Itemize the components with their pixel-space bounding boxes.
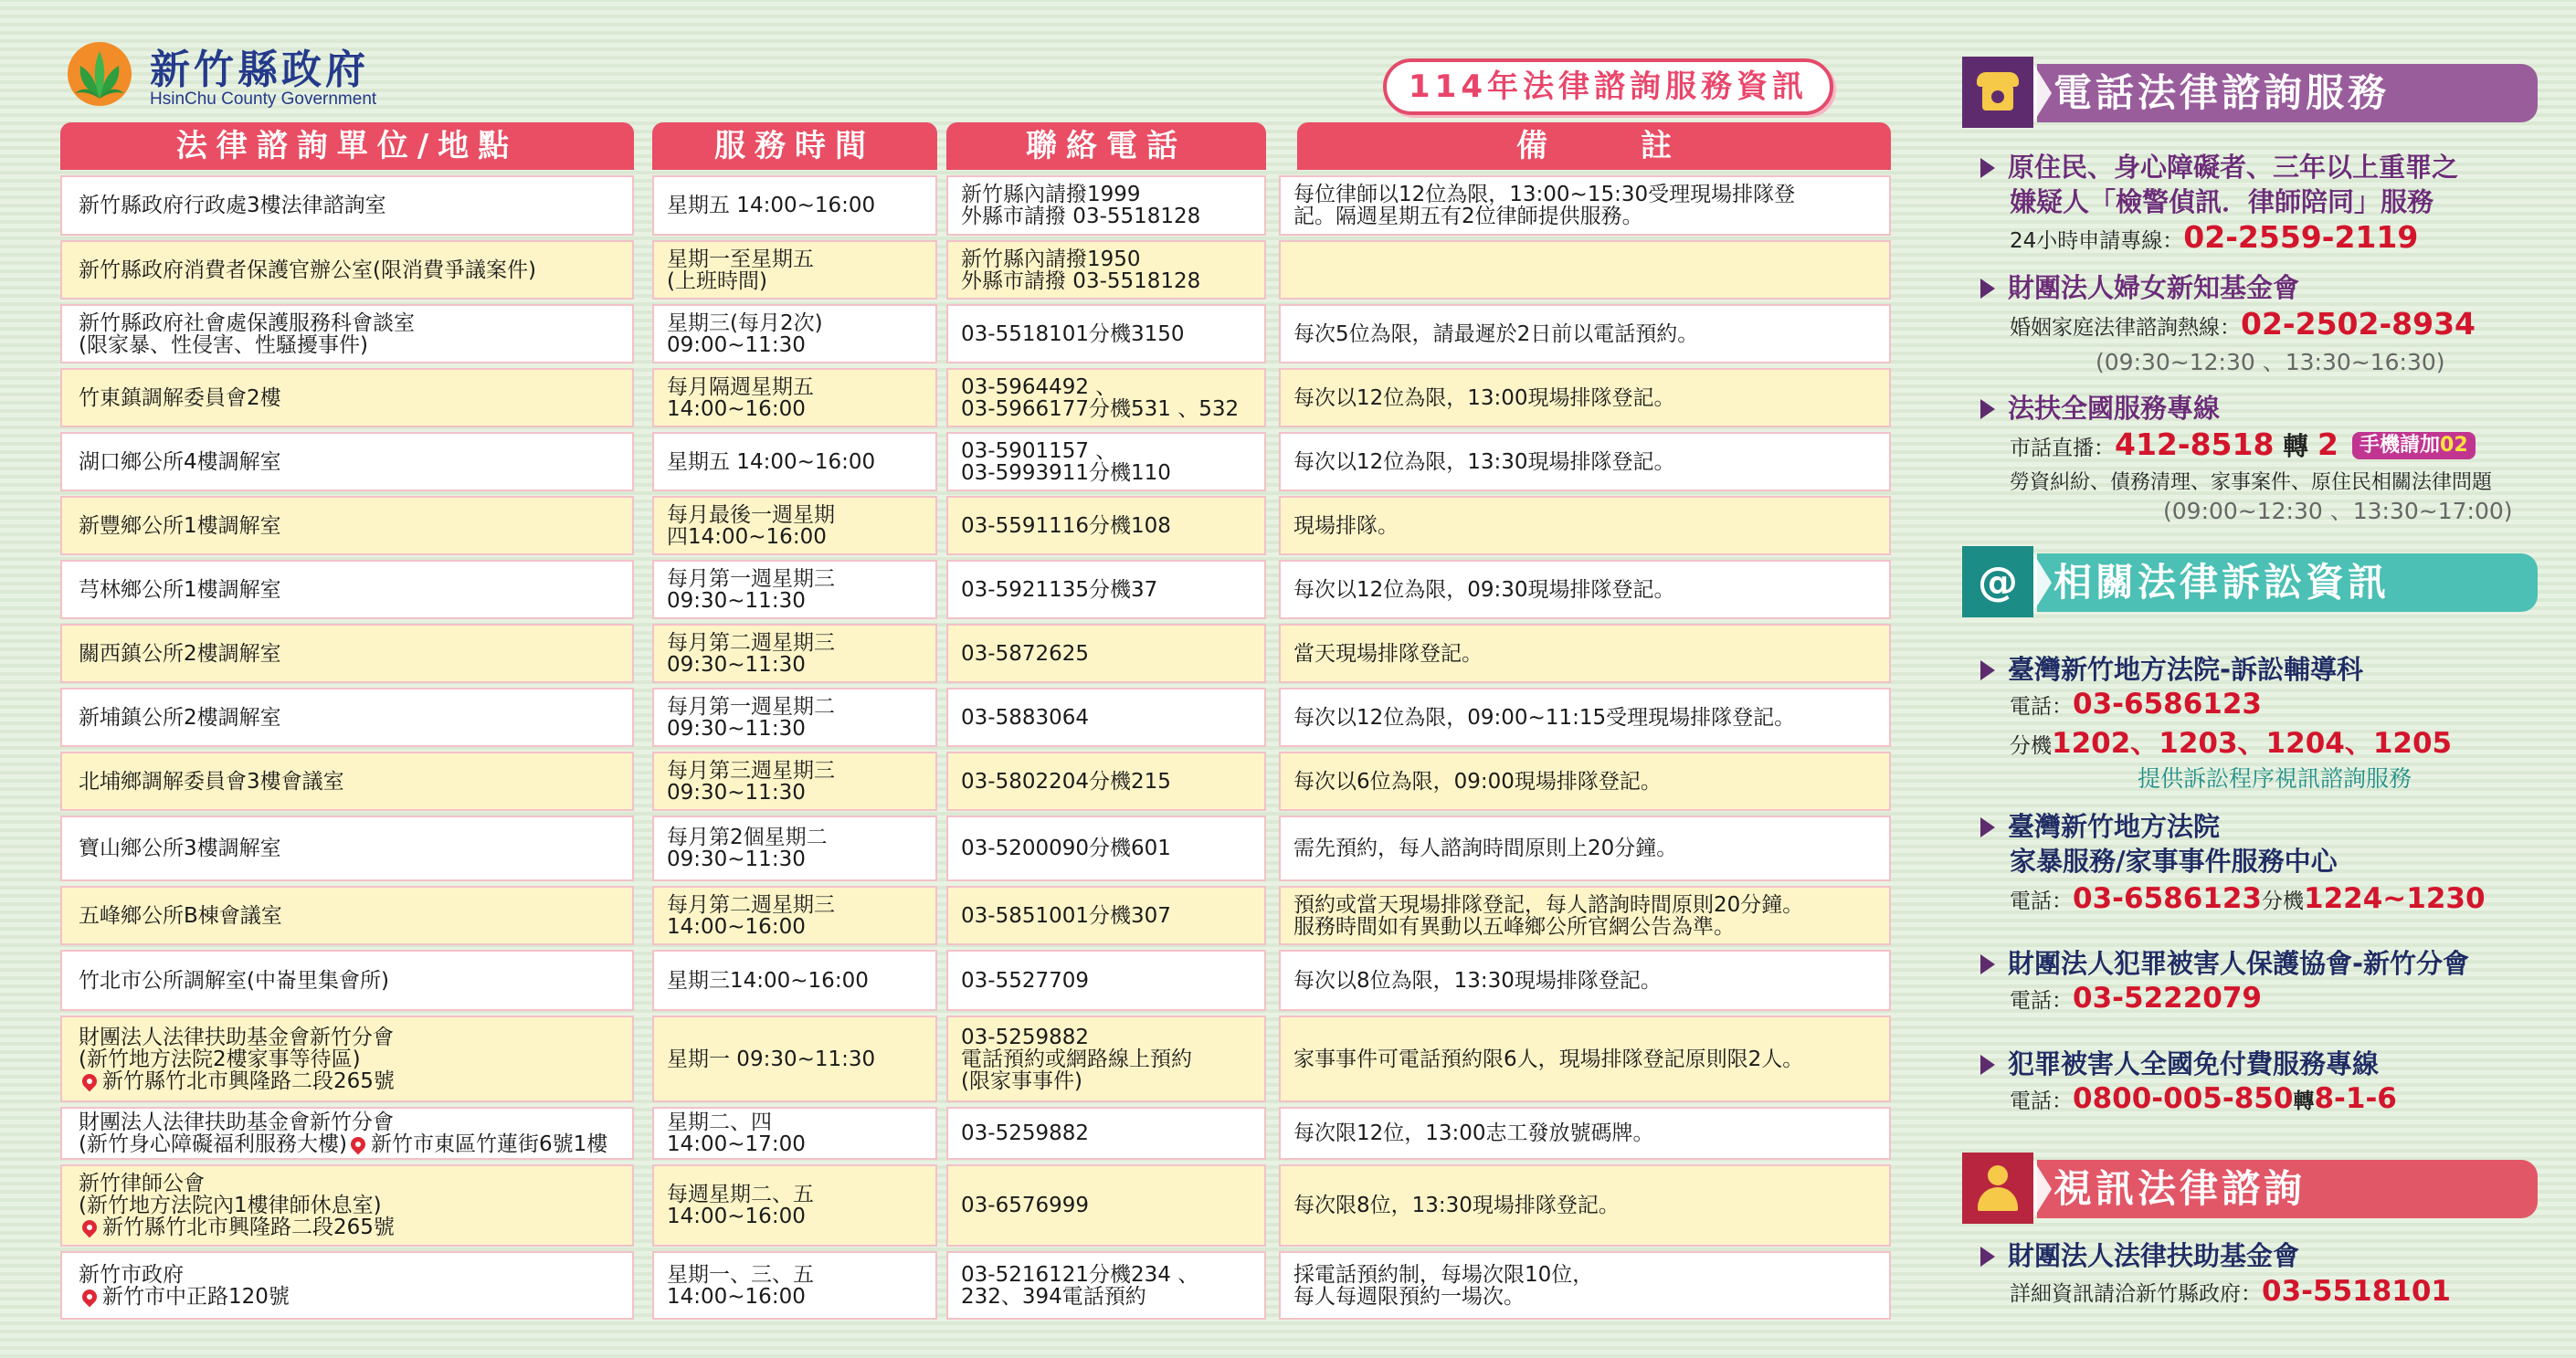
cell-location: 竹北市公所調解室(中崙里集會所) [60, 950, 634, 1011]
phone-number-3: 412-8518 [2115, 426, 2275, 462]
table-row [60, 175, 1891, 240]
arrow-right-icon [1980, 660, 1995, 680]
table-row [60, 368, 1891, 432]
cell-service-time: 星期一至星期五 (上班時間) [652, 240, 937, 300]
cell-note: 當天現場排隊登記。 [1279, 624, 1891, 683]
cell-location: 財團法人法律扶助基金會新竹分會 (新竹身心障礙福利服務大樓) 新竹市東區竹蓮街6號1樓 [60, 1107, 634, 1160]
cell-phone: 03-5259882 [946, 1107, 1266, 1160]
table-row [60, 1107, 1891, 1164]
phone-number-2: 02-2502-8934 [2241, 306, 2476, 342]
cell-phone: 03-5527709 [946, 950, 1266, 1011]
law-item-2: 臺灣新竹地方法院 家暴服務/家事事件服務中心 電話：03-6586123分機1224~1230 [1980, 809, 2547, 923]
document-title: 114年法律諮詢服務資訊 [1383, 58, 1833, 115]
phone-consult-header [1962, 57, 2538, 128]
table-row [60, 950, 1891, 1016]
cell-service-time: 星期五 14:00~16:00 [652, 175, 937, 236]
cell-note: 每次以6位為限，09:00現場排隊登記。 [1279, 752, 1891, 811]
cell-phone: 03-5259882 電話預約或網路線上預約 (限家事事件) [946, 1016, 1266, 1102]
cell-location: 竹東鎮調解委員會2樓 [60, 368, 634, 427]
cell-service-time: 星期三(每月2次) 09:00~11:30 [652, 304, 937, 363]
header-location: 法律諮詢單位/地點 [60, 122, 634, 170]
cell-location: 財團法人法律扶助基金會新竹分會 (新竹地方法院2樓家事等待區) 新竹縣竹北市興隆路二段265號 [60, 1016, 634, 1102]
video-consult-header [1962, 1153, 2538, 1224]
person-icon [1962, 1153, 2033, 1224]
cell-note: 每次以8位為限，13:30現場排隊登記。 [1279, 950, 1891, 1011]
location-pin-icon [79, 1286, 100, 1307]
telephone-icon [1962, 57, 2033, 128]
cell-service-time: 每月第三週星期三 09:30~11:30 [652, 752, 937, 811]
cell-service-time: 每月第2個星期二 09:30~11:30 [652, 816, 937, 881]
law-info-header [1962, 546, 2538, 617]
law-info-title: 相關法律訴訟資訊 [2037, 553, 2538, 612]
cell-phone: 03-5802204分機215 [946, 752, 1266, 811]
arrow-right-icon [1980, 1247, 1995, 1267]
cell-note: 每位律師以12位為限，13:00~15:30受理現場排隊登 記。隔週星期五有2位律師提供服務。 [1279, 175, 1891, 236]
phone-item-1: 原住民、身心障礙者、三年以上重罪之 嫌疑人「檢警偵訊．律師陪同」服務 24小時申請專線：02-2559-2119 [1980, 150, 2547, 261]
cell-phone: 03-5872625 [946, 624, 1266, 683]
cell-phone: 03-6576999 [946, 1164, 1266, 1247]
table-row [60, 240, 1891, 304]
cell-service-time: 每月第二週星期三 09:30~11:30 [652, 624, 937, 683]
table-row [60, 1016, 1891, 1107]
location-pin-icon [348, 1134, 369, 1155]
cell-note: 每次限12位，13:00志工發放號碼牌。 [1279, 1107, 1891, 1160]
cell-service-time: 每月隔週星期五 14:00~16:00 [652, 368, 937, 427]
table-row [60, 624, 1891, 688]
location-pin-icon [79, 1217, 100, 1238]
cell-note: 每次5位為限，請最遲於2日前以電話預約。 [1279, 304, 1891, 363]
video-consult-title: 視訊法律諮詢 [2037, 1160, 2538, 1218]
table-row [60, 752, 1891, 816]
phone-consult-title: 電話法律諮詢服務 [2037, 64, 2538, 122]
law-item-4: 犯罪被害人全國免付費服務專線 電話：0800-005-850轉8-1-6 [1980, 1047, 2547, 1121]
arrow-right-icon [1980, 1055, 1995, 1075]
phone-number-1: 02-2559-2119 [2183, 219, 2419, 255]
mobile-prefix-badge: 手機請加02 [2352, 432, 2476, 459]
video-item-1: 財團法人法律扶助基金會 詳細資訊請洽新竹縣政府：03-5518101 [1980, 1238, 2547, 1314]
table-row [60, 560, 1891, 624]
cell-service-time: 星期一 09:30~11:30 [652, 1016, 937, 1102]
cell-note: 採電話預約制，每場次限10位， 每人每週限預約一場次。 [1279, 1251, 1891, 1320]
logo [66, 37, 468, 115]
logo-text-en: HsinChu County Government [150, 89, 377, 109]
cell-service-time: 星期三14:00~16:00 [652, 950, 937, 1011]
cell-note: 每次以12位為限，13:30現場排隊登記。 [1279, 432, 1891, 491]
arrow-right-icon [1980, 279, 1995, 299]
table-row [60, 816, 1891, 886]
location-pin-icon [79, 1070, 100, 1091]
cell-note: 每次限8位，13:30現場排隊登記。 [1279, 1164, 1891, 1247]
cell-service-time: 每月第一週星期三 09:30~11:30 [652, 560, 937, 619]
logo-text-cn: 新竹縣政府 [150, 47, 369, 93]
cell-phone: 03-5200090分機601 [946, 816, 1266, 881]
cell-note: 需先預約，每人諮詢時間原則上20分鐘。 [1279, 816, 1891, 881]
cell-service-time: 每月最後一週星期 四14:00~16:00 [652, 496, 937, 555]
cell-note [1279, 240, 1891, 300]
table-row [60, 1251, 1891, 1324]
logo-leaves-icon [66, 40, 133, 108]
law-item-1: 臺灣新竹地方法院-訴訟輔導科 電話：03-6586123 分機1202、1203、1204、1205 提供訴訟程序視訊諮詢服務 [1980, 652, 2547, 793]
cell-location: 新豐鄉公所1樓調解室 [60, 496, 634, 555]
cell-location: 關西鎮公所2樓調解室 [60, 624, 634, 683]
cell-phone: 03-5216121分機234 、 232、394電話預約 [946, 1251, 1266, 1320]
cell-phone: 03-5901157 、 03-5993911分機110 [946, 432, 1266, 491]
cell-location: 湖口鄉公所4樓調解室 [60, 432, 634, 491]
table-row [60, 304, 1891, 368]
cell-location: 新埔鎮公所2樓調解室 [60, 688, 634, 747]
cell-phone: 03-5964492 、 03-5966177分機531 、532 [946, 368, 1266, 427]
cell-service-time: 每月第一週星期二 09:30~11:30 [652, 688, 937, 747]
header-notes: 備 註 [1297, 122, 1891, 170]
cell-phone: 新竹縣內請撥1950 外縣市請撥 03-5518128 [946, 240, 1266, 300]
cell-location: 五峰鄉公所B棟會議室 [60, 886, 634, 945]
cell-location: 新竹律師公會 (新竹地方法院內1樓律師休息室) 新竹縣竹北市興隆路二段265號 [60, 1164, 634, 1247]
cell-note: 預約或當天現場排隊登記，每人諮詢時間原則20分鐘。 服務時間如有異動以五峰鄉公所官網公告為準。 [1279, 886, 1891, 945]
cell-note: 家事事件可電話預約限6人，現場排隊登記原則限2人。 [1279, 1016, 1891, 1102]
arrow-right-icon [1980, 817, 1995, 837]
cell-phone: 03-5518101分機3150 [946, 304, 1266, 363]
table-row [60, 432, 1891, 496]
at-sign-icon: @ [1962, 546, 2033, 617]
phone-item-3: 法扶全國服務專線 市話直播：412-8518 轉 2 手機請加02 勞資糾紛、債務清理、家事案件、原住民相關法律問題 (09:00~12:30 、13:30~17:00) [1980, 391, 2547, 526]
cell-note: 每次以12位為限，13:00現場排隊登記。 [1279, 368, 1891, 427]
cell-service-time: 星期五 14:00~16:00 [652, 432, 937, 491]
cell-location: 芎林鄉公所1樓調解室 [60, 560, 634, 619]
cell-location: 北埔鄉調解委員會3樓會議室 [60, 752, 634, 811]
cell-note: 現場排隊。 [1279, 496, 1891, 555]
cell-location: 新竹縣政府社會處保護服務科會談室 (限家暴、性侵害、性騷擾事件) [60, 304, 634, 363]
cell-location: 新竹縣政府行政處3樓法律諮詢室 [60, 175, 634, 236]
cell-service-time: 每月第二週星期三 14:00~16:00 [652, 886, 937, 945]
header-phone: 聯絡電話 [946, 122, 1266, 170]
cell-note: 每次以12位為限，09:30現場排隊登記。 [1279, 560, 1891, 619]
cell-location: 新竹市政府 新竹市中正路120號 [60, 1251, 634, 1320]
table-row [60, 1164, 1891, 1251]
header-service-time: 服務時間 [652, 122, 937, 170]
cell-service-time: 星期二、四 14:00~17:00 [652, 1107, 937, 1160]
arrow-right-icon [1980, 158, 1995, 178]
table-row [60, 496, 1891, 560]
cell-phone: 03-5883064 [946, 688, 1266, 747]
arrow-right-icon [1980, 399, 1995, 419]
cell-location: 新竹縣政府消費者保護官辦公室(限消費爭議案件) [60, 240, 634, 300]
cell-service-time: 星期一、三、五 14:00~16:00 [652, 1251, 937, 1320]
cell-note: 每次以12位為限，09:00~11:15受理現場排隊登記。 [1279, 688, 1891, 747]
cell-phone: 03-5921135分機37 [946, 560, 1266, 619]
phone-item-2: 財團法人婦女新知基金會 婚姻家庭法律諮詢熱線：02-2502-8934 (09:30~12:30 、13:30~16:30) [1980, 270, 2547, 376]
cell-service-time: 每週星期二、五 14:00~16:00 [652, 1164, 937, 1247]
law-item-3: 財團法人犯罪被害人保護協會-新竹分會 電話：03-5222079 [1980, 946, 2547, 1020]
table-row [60, 688, 1891, 752]
table-header-row [60, 122, 1887, 170]
cell-location: 寶山鄉公所3樓調解室 [60, 816, 634, 881]
table-row [60, 886, 1891, 950]
cell-phone: 03-5851001分機307 [946, 886, 1266, 945]
cell-phone: 新竹縣內請撥1999 外縣市請撥 03-5518128 [946, 175, 1266, 236]
cell-phone: 03-5591116分機108 [946, 496, 1266, 555]
arrow-right-icon [1980, 954, 1995, 974]
